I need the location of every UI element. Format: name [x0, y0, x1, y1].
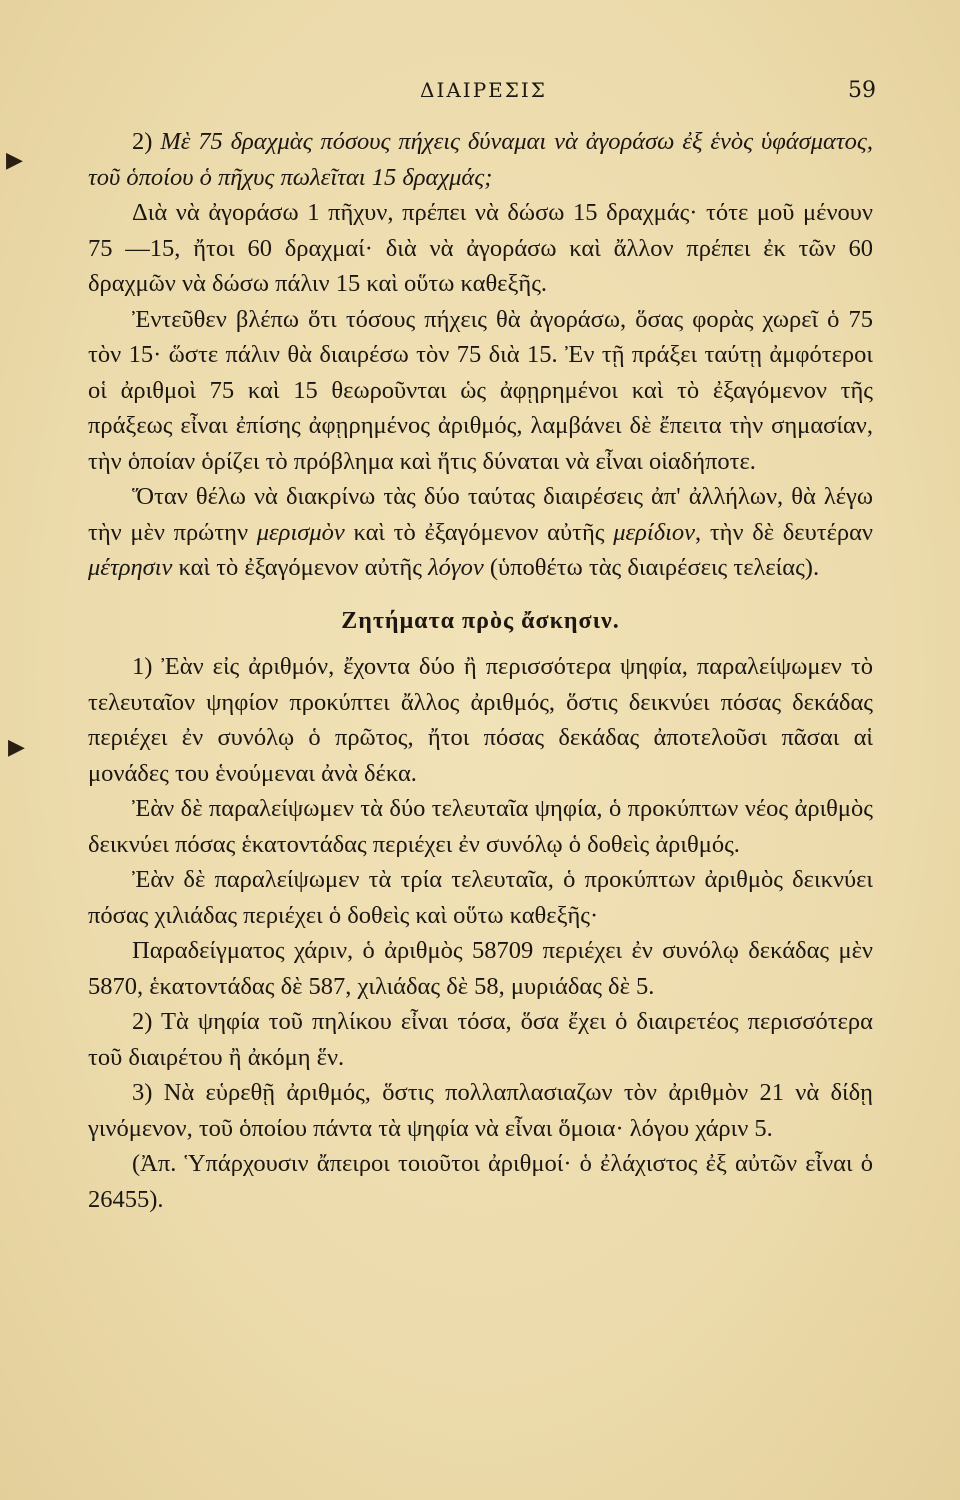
exercise-3: 3) Νὰ εὑρεθῇ ἀριθμός, ὅστις πολλαπλασιαζων τὸν ἀριθμὸν 21 νὰ δίδῃ γινόμενον, τοῦ ὁποίου πάντα τὰ ψηφία νὰ εἶναι ὅμοια· λόγου χάριν 5. [88, 1079, 873, 1142]
margin-arrow-icon: ▶ [8, 735, 25, 760]
exercise-1: 1) Ἐὰν εἰς ἀριθμόν, ἔχοντα δύο ἢ περισσότερα ψηφία, παραλείψωμεν τὸ τελευταῖον ψηφίον προκύπτει ἄλλος ἀριθμός, ὅστις δεικνύει πόσας δεκάδας περιέχει ἐν συνόλῳ ὁ πρῶτος, ἤτοι πόσας δεκάδας ἀποτελοῦσι πᾶσαι αἱ μονάδες του ἑνούμεναι ἀνὰ δέκα. [88, 653, 873, 787]
exercise-1-continued: Ἐὰν δὲ παραλείψωμεν τὰ τρία τελευταῖα, ὁ προκύπτων ἀριθμὸς δεικνύει πόσας χιλιάδας περιέχει ὁ δοθεὶς καὶ οὕτω καθεξῆς· [88, 866, 873, 929]
exercise-2: 2) Τὰ ψηφία τοῦ πηλίκου εἶναι τόσα, ὅσα ἔχει ὁ διαιρετέος περισσότερα τοῦ διαιρέτου ἢ ἀκόμη ἕν. [88, 1008, 873, 1071]
running-title: ΔΙΑΙΡΕΣΙΣ [420, 78, 547, 102]
definition-paragraph: Ὅταν θέλω νὰ διακρίνω τὰς δύο ταύτας διαιρέσεις ἀπ' ἀλλήλων, θὰ λέγω τὴν μὲν πρώτην μερισμὸν καὶ τὸ ἐξαγόμενον αὐτῆς μερίδιον, τὴν δὲ δευτέραν μέτρησιν καὶ τὸ ἐξαγόμενον αὐτῆς λόγον (ὑποθέτω τὰς διαιρέσεις τελείας). [88, 483, 873, 581]
section-title: Ζητήματα πρὸς ἄσκησιν. [341, 607, 620, 634]
problem-2-statement [88, 124, 873, 195]
page-number: 59 [848, 78, 876, 103]
explanation-paragraph: Ἐντεῦθεν βλέπω ὅτι τόσους πήχεις θὰ ἀγοράσω, ὅσας φορὰς χωρεῖ ὁ 75 τὸν 15· ὥστε πάλιν θὰ διαιρέσω τὸν 75 διὰ 15. Ἐν τῇ πράξει ταύτῃ ἀμφότεροι οἱ ἀριθμοὶ 75 καὶ 15 θεωροῦνται ὡς ἀφῃρημένοι καὶ τὸ ἐξαγόμενον τῆς πράξεως εἶναι ἐπίσης ἀφῃρημένος ἀριθμός, λαμβάνει δὲ ἔπειτα τὴν σημασίαν, τὴν ὁποίαν ὁρίζει τὸ πρόβλημα καὶ ἥτις δύναται νὰ εἶναι οἱαδήποτε. [88, 305, 873, 475]
body-text [88, 124, 873, 1217]
exercise-1-example: Παραδείγματος χάριν, ὁ ἀριθμὸς 58709 περιέχει ἐν συνόλῳ δεκάδας μὲν 5870, ἑκατοντάδας δὲ 587, χιλιάδας δὲ 58, μυριάδας δὲ 5. [88, 937, 873, 1000]
solution-paragraph: Διὰ νὰ ἀγοράσω 1 πῆχυν, πρέπει νὰ δώσω 15 δραχμάς· τότε μοῦ μένουν 75 —15, ἤτοι 60 δραχμαί· διὰ νὰ ἀγοράσω καὶ ἄλλον πρέπει ἐκ τῶν 60 δραχμῶν νὰ δώσω πάλιν 15 καὶ οὕτω καθεξῆς. [88, 199, 873, 297]
exercise-1-continued: Ἐὰν δὲ παραλείψωμεν τὰ δύο τελευταῖα ψηφία, ὁ προκύπτων νέος ἀριθμὸς δεικνύει πόσας ἑκατοντάδας περιέχει ἐν συνόλῳ ὁ δοθεὶς ἀριθμός. [88, 795, 873, 858]
problem-number: 2) [132, 128, 161, 155]
term-merismos: μερισμὸν [256, 518, 345, 546]
term-meridion: μερίδιον [613, 518, 696, 546]
margin-arrow-icon: ▶ [6, 148, 23, 173]
exercise-3-answer: (Ἀπ. Ὑπάρχουσιν ἄπειροι τοιοῦτοι ἀριθμοί· ὁ ἐλάχιστος ἐξ αὐτῶν εἶναι ὁ 26455). [88, 1150, 873, 1213]
page-header [0, 78, 960, 114]
problem-question: Μὲ 75 δραχμὰς πόσους πήχεις δύναμαι νὰ ἀγοράσω ἐξ ἑνὸς ὑφάσματος, τοῦ ὁποίου ὁ πῆχυς πωλεῖται 15 δραχμάς; [88, 128, 873, 191]
term-metrisis: μέτρησιν [88, 554, 173, 581]
term-logos: λόγον [428, 554, 484, 581]
